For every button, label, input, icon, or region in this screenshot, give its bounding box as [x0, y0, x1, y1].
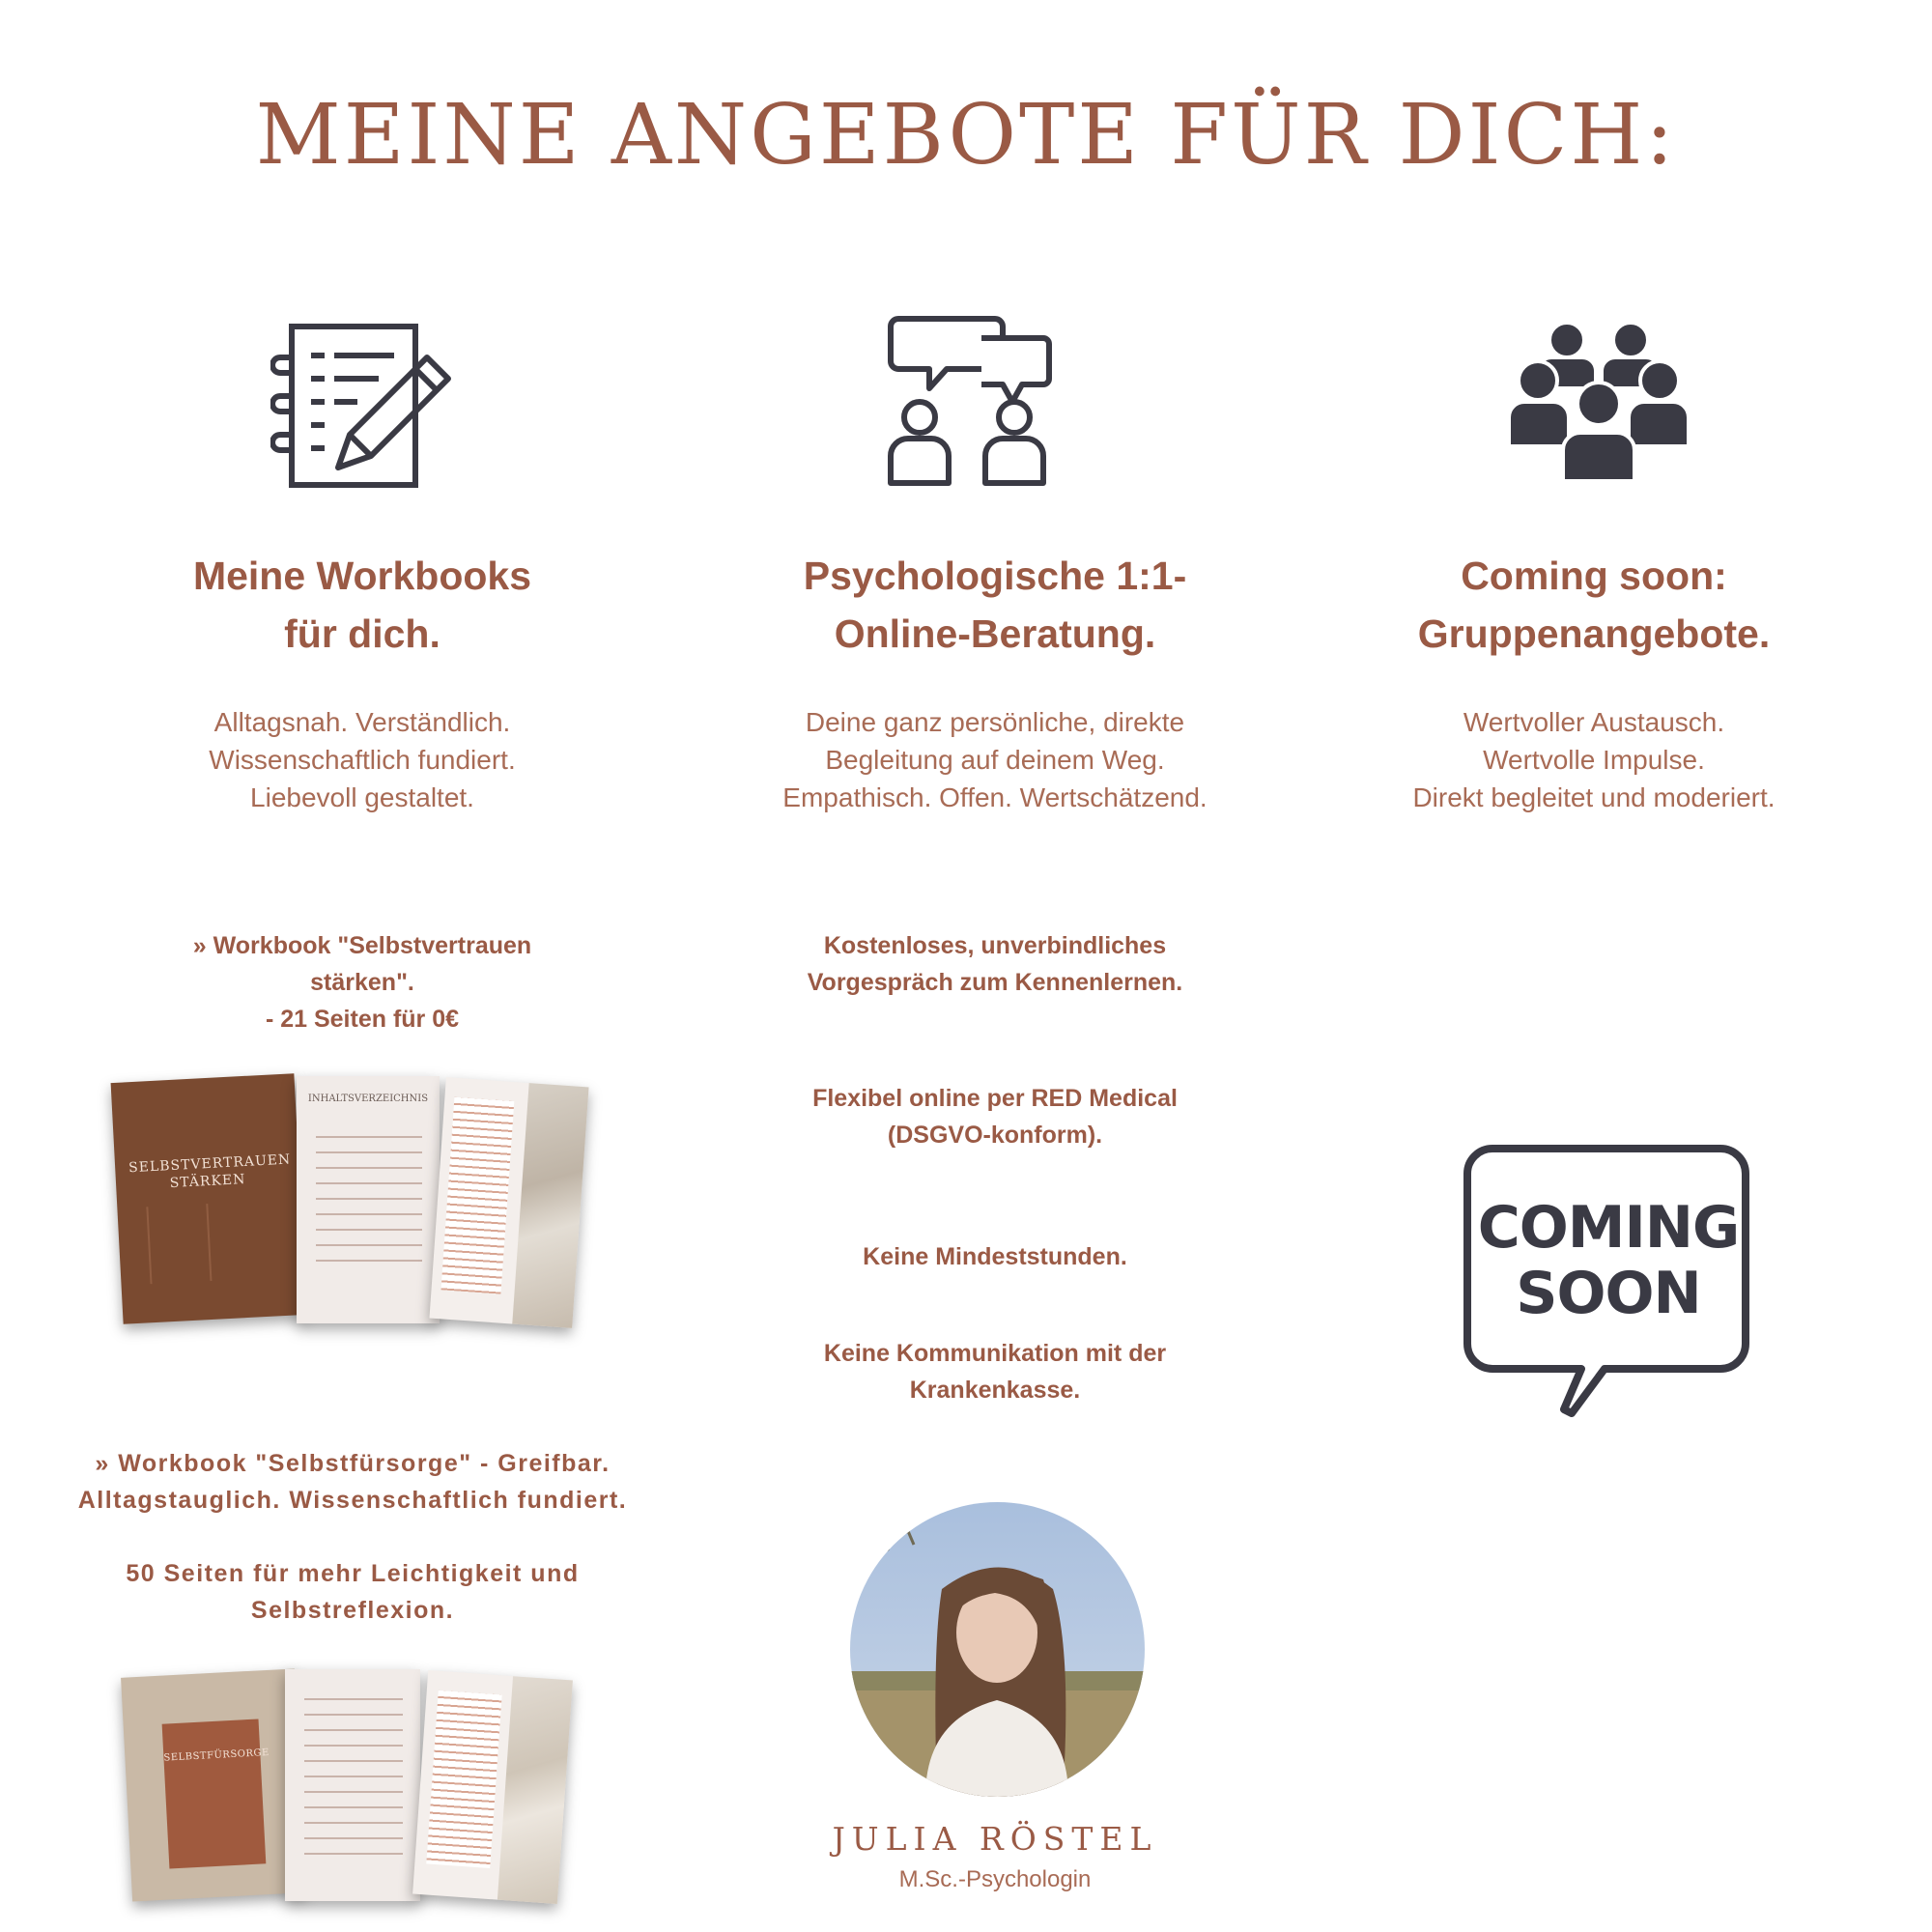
workbook2-offer[interactable]: [39, 1445, 667, 1629]
counseling-item3: Keine Mindeststunden.: [863, 1243, 1127, 1270]
workbook1-cover-title: SELBSTVERTRAUEN STÄRKEN: [128, 1151, 292, 1192]
counseling-heading: [753, 547, 1236, 663]
workbook2-offer-line3: 50 Seiten für mehr Leichtigkeit und: [126, 1560, 580, 1587]
counseling-item-no-insurance: [744, 1335, 1246, 1408]
counseling-item-free-consultation: [744, 927, 1246, 1001]
counseling-item2-line1: Flexibel online per RED Medical: [812, 1085, 1178, 1112]
workbooks-description-line3: Liebevoll gestaltet.: [250, 782, 474, 812]
page-title: MEINE ANGEBOTE FÜR DICH:: [255, 87, 1677, 184]
group-description-line3: Direkt begleitet und moderiert.: [1412, 782, 1776, 812]
coming-soon-line2: SOON: [1516, 1260, 1701, 1327]
group-description-line2: Wertvolle Impulse.: [1483, 745, 1705, 775]
workbook2-offer-line4: Selbstreflexion.: [250, 1597, 455, 1624]
workbook1-toc-title: INHALTSVERZEICHNIS: [307, 1094, 429, 1104]
counseling-item1-line2: Vorgespräch zum Kennenlernen.: [807, 969, 1183, 996]
counseling-item4-line2: Krankenkasse.: [909, 1377, 1081, 1404]
counseling-heading-line2: Online-Beratung.: [834, 611, 1156, 656]
workbook1-offer-line3: - 21 Seiten für 0€: [265, 1006, 460, 1033]
profile-portrait: [850, 1502, 1145, 1797]
counseling-description-line3: Empathisch. Offen. Wertschätzend.: [782, 782, 1208, 812]
person-role: M.Sc.-Psychologin: [898, 1866, 1092, 1892]
workbooks-heading-line1: Meine Workbooks: [192, 554, 532, 598]
workbook1-offer[interactable]: [135, 927, 589, 1037]
workbook1-offer-line1: » Workbook "Selbstvertrauen: [192, 932, 532, 959]
workbook1-content-page: [429, 1077, 588, 1328]
group-description-line1: Wertvoller Austausch.: [1463, 707, 1725, 737]
counseling-item-online: [744, 1080, 1246, 1153]
group-heading-line1: Coming soon:: [1461, 554, 1727, 598]
counseling-description-line2: Begleitung auf deinem Weg.: [825, 745, 1165, 775]
workbooks-heading: [135, 547, 589, 663]
counseling-heading-line1: Psychologische 1:1-: [803, 554, 1187, 598]
group-heading-line2: Gruppenangebote.: [1417, 611, 1771, 656]
counseling-description-line1: Deine ganz persönliche, direkte: [805, 707, 1185, 737]
coming-soon-line1: COMING: [1477, 1194, 1740, 1262]
workbooks-description-line2: Wissenschaftlich fundiert.: [209, 745, 516, 775]
counseling-item4-line1: Keine Kommunikation mit der: [823, 1340, 1167, 1367]
workbook1-toc-page: [297, 1076, 440, 1323]
workbooks-description: [135, 703, 589, 816]
coming-soon-badge: [1463, 1145, 1753, 1425]
workbook2-content-page: [412, 1670, 573, 1904]
workbook1-offer-line2: stärken".: [310, 969, 414, 996]
counseling-item2-line2: (DSGVO-konform).: [887, 1122, 1103, 1149]
conversation-icon: [881, 309, 1055, 493]
counseling-item-no-minimum: [744, 1238, 1246, 1275]
person-name: JULIA RÖSTEL: [832, 1820, 1158, 1858]
notebook-pencil-icon: [270, 319, 464, 493]
workbook2-toc-page: [285, 1669, 420, 1901]
group-icon: [1507, 319, 1690, 483]
workbook2-offer-line1: » Workbook "Selbstfürsorge" - Greifbar.: [95, 1450, 611, 1477]
counseling-description: [744, 703, 1246, 816]
workbooks-description-line1: Alltagsnah. Verständlich.: [213, 707, 511, 737]
group-description: [1352, 703, 1835, 816]
workbooks-heading-line2: für dich.: [284, 611, 440, 656]
counseling-item1-line1: Kostenloses, unverbindliches: [823, 932, 1167, 959]
workbook2-offer-line2: Alltagstauglich. Wissenschaftlich fundiert.: [77, 1487, 628, 1514]
group-heading: [1352, 547, 1835, 663]
workbook2-mockup: [121, 1669, 604, 1911]
workbook2-cover-title: SELBSTFÜRSORGE: [163, 1747, 270, 1764]
workbook1-mockup: [111, 1072, 594, 1333]
workbook1-cover: [111, 1073, 307, 1324]
workbook2-cover: [121, 1668, 306, 1901]
